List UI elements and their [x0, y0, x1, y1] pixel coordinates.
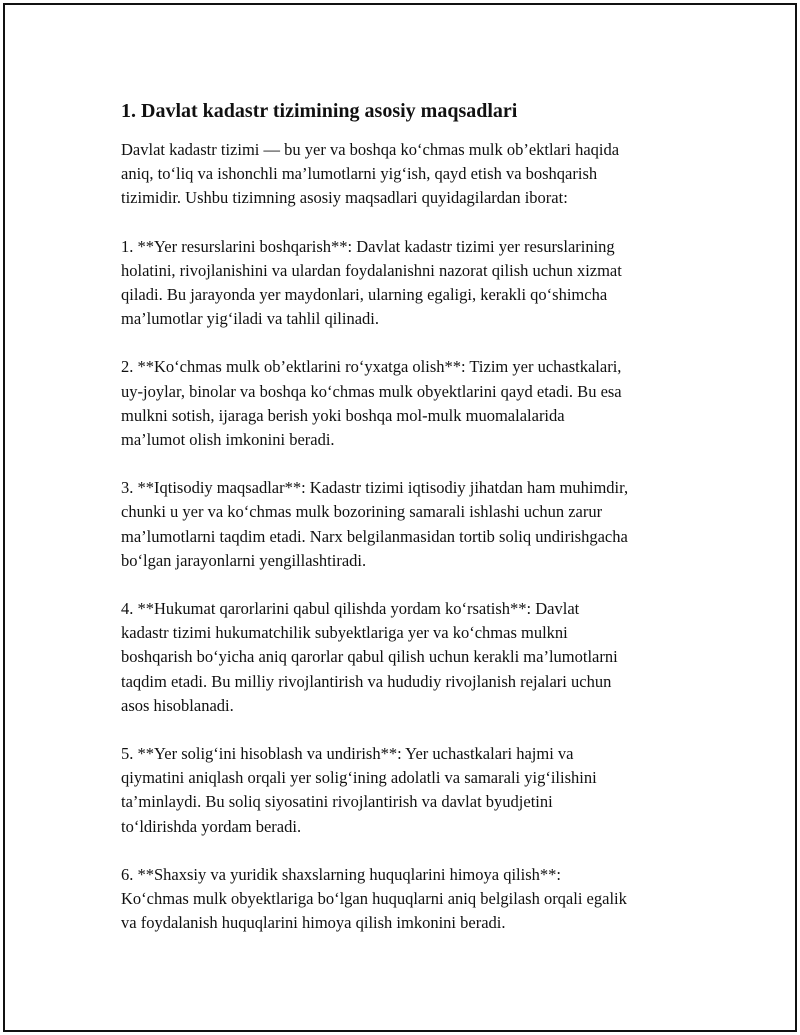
list-item-6: 6. **Shaxsiy va yuridik shaxslarning huquqlarini himoya qilish**: Ko‘chmas mulk obyektlariga bo‘lgan huquqlarni aniq belgilash orqali egalik va foydalanish huquqlarini himoya qilish imkonini beradi.: [121, 864, 627, 933]
list-item-2: 2. **Ko‘chmas mulk ob’ektlarini ro‘yxatga olish**: Tizim yer uchastkalari, uy-joylar, binolar va boshqa ko‘chmas mulk obyektlarini qayd etadi. Bu esa mulkni sotish, ijaraga berish yoki boshqa mol-mulk muomalalarida ma’lumot olish imkonini beradi.: [121, 357, 622, 450]
list-item-3: 3. **Iqtisodiy maqsadlar**: Kadastr tizimi iqtisodiy jihatdan ham muhimdir, chunki u yer va ko‘chmas mulk bozorining samarali ishlashi uchun zarur ma’lumotlarni taqdim etadi. Narx belgilanmasidan tortib soliq undirishgacha bo‘lgan jarayonlarni yengillashtiradi.: [121, 478, 629, 570]
document-title: 1. Davlat kadastr tizimining asosiy maqsadlari: [121, 100, 518, 122]
list-item-1: 1. **Yer resurslarini boshqarish**: Davlat kadastr tizimi yer resurslarining holatini, rivojlanishini va ulardan foydalanishni nazorat qilish uchun xizmat qiladi. Bu jarayonda yer maydonlari, ularning egaligi, kerakli qo‘shimcha ma’lumotlar yig‘iladi va tahlil qilinadi.: [121, 236, 622, 329]
list-item-5: 5. **Yer solig‘ini hisoblash va undirish**: Yer uchastkalari hajmi va qiymatini aniqlash orqali yer solig‘ining adolatli va samarali yig‘ilishini ta’minlaydi. Bu soliq siyosatini rivojlantirish va davlat byudjetini to‘ldirishda yordam beradi.: [121, 744, 597, 836]
page-frame: [3, 3, 797, 1032]
intro-paragraph: Davlat kadastr tizimi — bu yer va boshqa ko‘chmas mulk ob’ektlari haqida aniq, to‘liq va ishonchli ma’lumotlarni yig‘ish, qayd etish va boshqarish tizimidir. Ushbu tizimning asosiy maqsadlari quyidagilardan iborat:: [121, 140, 620, 208]
list-item-4: 4. **Hukumat qarorlarini qabul qilishda yordam ko‘rsatish**: Davlat kadastr tizimi hukumatchilik subyektlariga yer va ko‘chmas mulkni boshqarish bo‘yicha aniq qarorlar qabul qilish uchun kerakli ma’lumotlarni taqdim etadi. Bu milliy rivojlantirish va hududiy rivojlanish rejalari uchun asos hisoblanadi.: [121, 599, 618, 715]
document-body: [121, 97, 701, 959]
